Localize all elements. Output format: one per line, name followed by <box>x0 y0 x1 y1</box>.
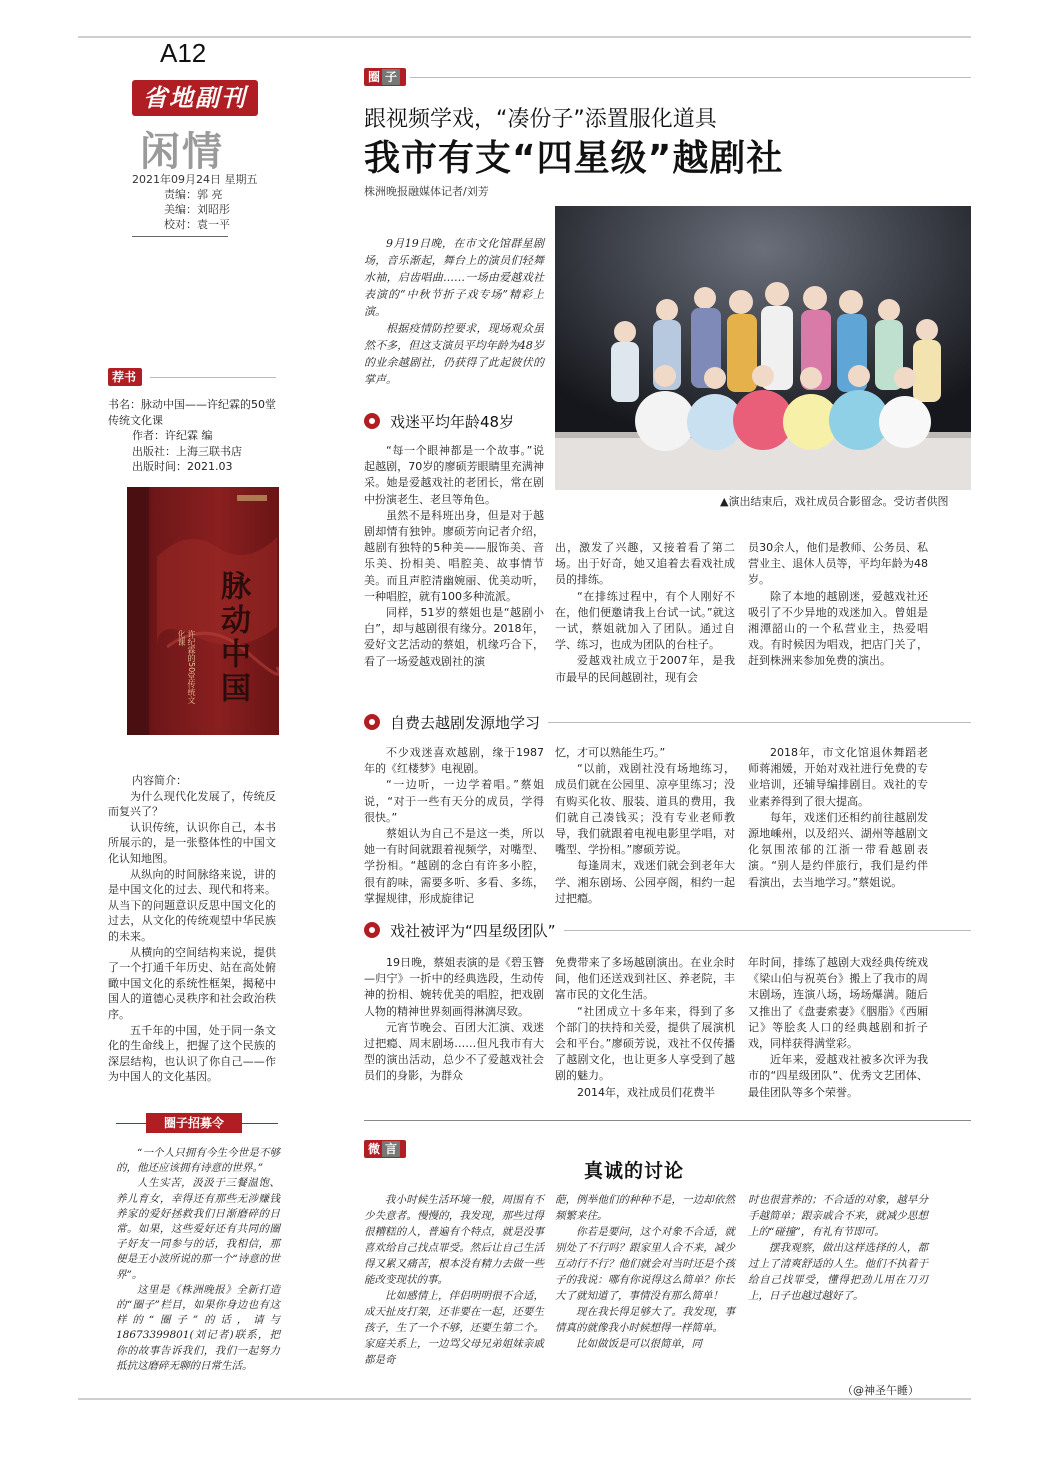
text-paragraph: “以前，戏剧社没有场地练习，成员们就在公园里、凉亭里练习；没有购买化妆、服装、道具的费用，我们就自己凑钱买；没有专业老师教导，我们就跟着电视电影里学唱，对嘴型、学扮相。”廖硕芳说。 <box>555 762 735 857</box>
section-1-col-2 <box>555 540 735 686</box>
text-paragraph: 2014年，戏社成员们花费半 <box>577 1085 715 1099</box>
text-paragraph: 出，激发了兴趣，又接着看了第二场。出于好奇，她又追着去看戏社成员的排练。 <box>555 541 735 587</box>
text-paragraph: 现在我长得足够大了。我发现，事情真的就像我小时候想得一样简单。 <box>555 1306 735 1334</box>
text-paragraph: 19日晚，蔡姐表演的是《碧玉簪—归宁》一折中的经典选段，生动传神的扮相、婉转优美的唱腔，把戏剧人物的精神世界刻画得淋漓尽致。 <box>364 956 544 1018</box>
section-3-col-1 <box>364 955 544 1085</box>
text-paragraph: 微 <box>368 1142 381 1156</box>
text-paragraph: 自费去越剧发源地学习 <box>390 713 541 732</box>
text-paragraph: 时也很营养的；不合适的对象，越早分手越简单；跟亲戚合不来，就减少思想上的“碰撞”，有礼有节即可。 <box>748 1194 928 1238</box>
section-2-col-1 <box>364 745 544 907</box>
recruit-paragraph: 这里是《株洲晚报》全新打造的“圈子”栏目，如果你身边也有这样的“圈子”的话，请与18673399801(刘记者)联系，把你的故事告诉我们，我们一起努力抵抗这磨碎无聊的日常生活。 <box>116 1283 280 1372</box>
essay-title: 真诚的讨论 <box>584 1160 685 1182</box>
top-rule <box>78 36 971 38</box>
bottom-rule <box>78 1398 971 1400</box>
book-publisher: 出版社：上海三联书店 <box>132 444 242 458</box>
section-1-col-1 <box>364 443 544 670</box>
essay-divider <box>364 1120 971 1121</box>
text-paragraph: “每一个眼神都是一个故事。”说起越剧，70岁的廖硕芳眼睛里充满神采。她是爱越戏社的老团长，常在剧中扮演老生、老旦等角色。 <box>364 444 544 506</box>
text-paragraph: 戏迷平均年龄48岁 <box>390 412 515 431</box>
section-heading-1 <box>364 411 550 431</box>
book-tag-rule <box>150 377 276 378</box>
article-subtitle: 跟视频学戏，“凑份子”添置服化道具 <box>364 107 717 132</box>
book-summary-paragraph: 五千年的中国，处于同一条文化的生命线上，把握了这个民族的深层结构，也认识了你自己——作为中国人的文化基因。 <box>108 1023 276 1084</box>
book-cover-subtitle: 许纪霖的50堂传统文化课 <box>177 630 196 705</box>
book-info <box>108 397 276 475</box>
article-tag <box>364 68 406 86</box>
text-paragraph: 近年来，爱越戏社被多次评为我市的“四星级团队”、优秀文艺团体、最佳团队等多个荣誉。 <box>748 1053 928 1099</box>
book-cover-title: 脉动中国 <box>215 570 250 706</box>
book-cover-image <box>127 487 279 735</box>
text-paragraph: 虽然不是科班出身，但是对于越剧却情有独钟。廖硕芳向记者介绍，越剧有独特的5种美——服饰美、音乐美、扮相美、唱腔美、故事情节美。而且声腔清幽婉丽、优美动听，一种唱腔，就有100多种流派。 <box>364 508 544 603</box>
text-paragraph: 不少戏迷喜欢越剧，缘于1987年的《红楼梦》电视剧。 <box>364 746 544 776</box>
text-paragraph: 葩，例举他们的种种不是，一边却依然频繁来往。 <box>555 1194 735 1222</box>
text-paragraph: 年时间，排练了越剧大戏经典传统戏《梁山伯与祝英台》搬上了我市的周末剧场，连演八场，场场爆满。随后又推出了《盘妻索妻》《胭脂》《西厢记》等脍炙人口的经典越剧和折子戏，同样获得满堂彩。 <box>748 956 928 1051</box>
essay-signature: （@神圣午睡） <box>842 1384 919 1397</box>
photo-caption: ▲演出结束后，戏社成员合影留念。受访者供图 <box>720 495 949 508</box>
text-paragraph: 忆，才可以熟能生巧。” <box>555 746 666 759</box>
bullet-icon <box>364 922 380 938</box>
text-paragraph: 言 <box>382 1141 400 1157</box>
issue-date: 2021年09月24日 星期五 <box>132 173 258 186</box>
book-summary <box>108 773 276 1085</box>
text-paragraph: 爱越戏社成立于2007年，是我市最早的民间越剧社，现有会 <box>555 654 735 684</box>
article-byline: 株洲晚报融媒体记者/刘芳 <box>364 185 489 198</box>
book-summary-label: 内容简介： <box>132 774 187 787</box>
book-date: 出版时间：2021.03 <box>132 460 233 473</box>
recruit-paragraph: 人生实苦，汲汲于三餐温饱、养儿育女，幸得还有那些无涉赚钱养家的爱好拯救我们日渐磨碎的日常。如果，这些爱好还有共同的圈子好友一同参与的话，我相信，那便是王小波所说的那一个“诗意的世界”。 <box>116 1177 280 1281</box>
recruit-text <box>116 1146 280 1374</box>
section-3-col-3 <box>748 955 928 1101</box>
book-author: 作者：许纪霖 编 <box>132 429 213 442</box>
book-tag <box>108 368 142 386</box>
proofreader: 校对：袁一平 <box>164 218 230 231</box>
text-paragraph: “在排练过程中，有个人刚好不在，他们便邀请我上台试一试。”就这一试，蔡姐就加入了团队。通过自学、练习，也成为团队的台柱子。 <box>555 589 735 652</box>
recruit-tag: 圈子招募令 <box>146 1113 242 1133</box>
essay-col-2 <box>555 1192 735 1352</box>
book-title: 书名：脉动中国——许纪霖的50堂传统文化课 <box>108 398 276 427</box>
section-3-col-2 <box>555 955 735 1101</box>
text-paragraph: 同样，51岁的蔡姐也是“越剧小白”，却与越剧很有缘分。2018年，爱好文艺活动的蔡姐，机缘巧合下，看了一场爱越戏剧社的演 <box>364 606 544 668</box>
text-paragraph: 除了本地的越剧迷，爱越戏社还吸引了不少异地的戏迷加入。曾姐是湘潭韶山的一个私营业主，热爱唱戏。有时候因为唱戏，把店门关了，赶到株洲来参加免费的演出。 <box>748 589 928 668</box>
text-paragraph: 每年，戏迷们还相约前往越剧发源地嵊州，以及绍兴、湖州等越剧文化氛围浓郁的江浙一带看越剧表演。“别人是约伴旅行，我们是约伴看演出，去当地学习。”蔡姐说。 <box>748 810 928 889</box>
section-title: 闲情 <box>140 128 224 175</box>
essay-col-1 <box>364 1192 544 1368</box>
text-paragraph: 每逢周末，戏迷们就会到老年大学、湘东剧场、公园亭阁，相约一起过把瘾。 <box>555 859 735 905</box>
article-photo <box>555 206 971 490</box>
issue-meta <box>132 172 258 232</box>
text-paragraph: 免费带来了多场越剧演出。在业余时间，他们还送戏到社区、养老院，丰富市民的文化生活。 <box>555 956 735 1002</box>
text-paragraph: 员30余人，他们是教师、公务员、私营业主、退休人员等，平均年龄为48岁。 <box>748 541 928 587</box>
meta-divider <box>132 236 228 237</box>
section-heading-2 <box>364 712 971 732</box>
text-paragraph: 荐书 <box>112 370 137 384</box>
text-paragraph: 你若是要问，这个对象不合适，就别处了不行吗？跟家里人合不来，减少互动行不行？他们就会对当时还是个孩子的我说：哪有你说得这么简单？你长大了就知道了，事情没有那么简单！ <box>555 1226 735 1302</box>
essay-tag <box>364 1140 406 1158</box>
bullet-icon <box>364 714 380 730</box>
article-title: 我市有支“四星级”越剧社 <box>364 138 784 179</box>
text-paragraph: “一边听，一边学着唱。”蔡姐说，“对于一些有天分的成员，学得很快。” <box>364 778 544 824</box>
essay-col-3 <box>748 1192 928 1304</box>
book-summary-paragraph: 为什么现代化发展了，传统反而复兴了？ <box>108 789 276 819</box>
article-tag-rule <box>410 77 971 78</box>
text-paragraph: 2018年，市文化馆退休舞蹈老师蒋湘媛，开始对戏社进行免费的专业培训，还辅导编排剧目。戏社的专业素养得到了很大提高。 <box>748 746 928 808</box>
book-summary-paragraph: 认识传统，认识你自己，本书所展示的，是一张整体性的中国文化认知地图。 <box>108 820 276 865</box>
lead-paragraph: 9月19日晚，在市文化馆群星剧场，音乐渐起，舞台上的演员们轻舞水袖，启齿唱曲……一场由爱越戏社表演的“中秋节折子戏专场”精彩上演。 <box>364 237 544 318</box>
editor: 责编：郭 亮 <box>164 188 223 201</box>
book-summary-paragraph: 从纵向的时间脉络来说，讲的是中国文化的过去、现代和将来。从当下的问题意识反思中国文化的过去，从文化的传统观望中华民族的未来。 <box>108 867 276 943</box>
section-1-col-3 <box>748 540 928 670</box>
text-paragraph: 我小时候生活环境一般，周围有不少失意者。慢慢的，我发现，那些过得很糟糕的人，普遍有个特点，就是没事喜欢给自己找点罪受。然后让自己生活得又累又痛苦，根本没有精力去做一些能改变现状的事。 <box>364 1194 544 1286</box>
section-heading-3 <box>364 920 971 940</box>
recruit-paragraph: “一个人只拥有今生今世是不够的，他还应该拥有诗意的世界。” <box>116 1147 280 1175</box>
text-paragraph: “社团成立十多年来，得到了多个部门的扶持和关爱，提供了展演机会和平台。”廖硕芳说，戏社不仅传播了越剧文化，也让更多人享受到了越剧的魅力。 <box>555 1004 735 1083</box>
book-summary-paragraph: 从横向的空间结构来说，提供了一个打通千年历史、站在高处俯瞰中国文化的系统性框架，揭秘中国人的道德心灵秩序和社会政治秩序。 <box>108 945 276 1021</box>
art-editor: 美编：刘昭彤 <box>164 203 230 216</box>
text-paragraph: 摆我观察，做出这样选择的人，都过上了清爽舒适的人生。他们不执着于给自己找罪受，懂得把劲儿用在刀刃上，日子也越过越好了。 <box>748 1242 928 1302</box>
text-paragraph: 圈 <box>368 70 381 84</box>
page-number: A12 <box>160 38 207 68</box>
text-paragraph: 元宵节晚会、百团大汇演、戏迷过把瘾、周末剧场……但凡我市有大型的演出活动，总少不了爱越戏社会员们的身影，为群众 <box>364 1020 544 1083</box>
section-2-col-2 <box>555 745 735 907</box>
text-paragraph: 比如做饭是可以很简单，同 <box>576 1338 702 1350</box>
article-lead <box>364 235 544 388</box>
masthead-logo: 省地副刊 <box>132 80 258 116</box>
section-2-col-3 <box>748 745 928 891</box>
lead-paragraph: 根据疫情防控要求，现场观众虽然不多，但这支演员平均年龄为48岁的业余越剧社，仍获得了此起彼伏的掌声。 <box>364 322 544 386</box>
text-paragraph: 比如感情上，伴侣明明很不合适，成天扯皮打架，还非要在一起，还要生孩子，生了一个不够，还要生第二个。家庭关系上，一边骂父母兄弟姐妹亲戚都是奇 <box>364 1290 544 1366</box>
text-paragraph: 蔡姐认为自己不是这一类，所以她一有时间就跟着视频学，对嘴型、学扮相。“越剧的念白有许多小腔，很有韵味，需要多听、多看、多练，掌握规律，形成旋律记 <box>364 827 544 905</box>
text-paragraph: 戏社被评为“四星级团队” <box>390 921 556 940</box>
text-paragraph: 子 <box>382 69 400 85</box>
bullet-icon <box>364 413 380 429</box>
performers-group <box>611 282 941 451</box>
